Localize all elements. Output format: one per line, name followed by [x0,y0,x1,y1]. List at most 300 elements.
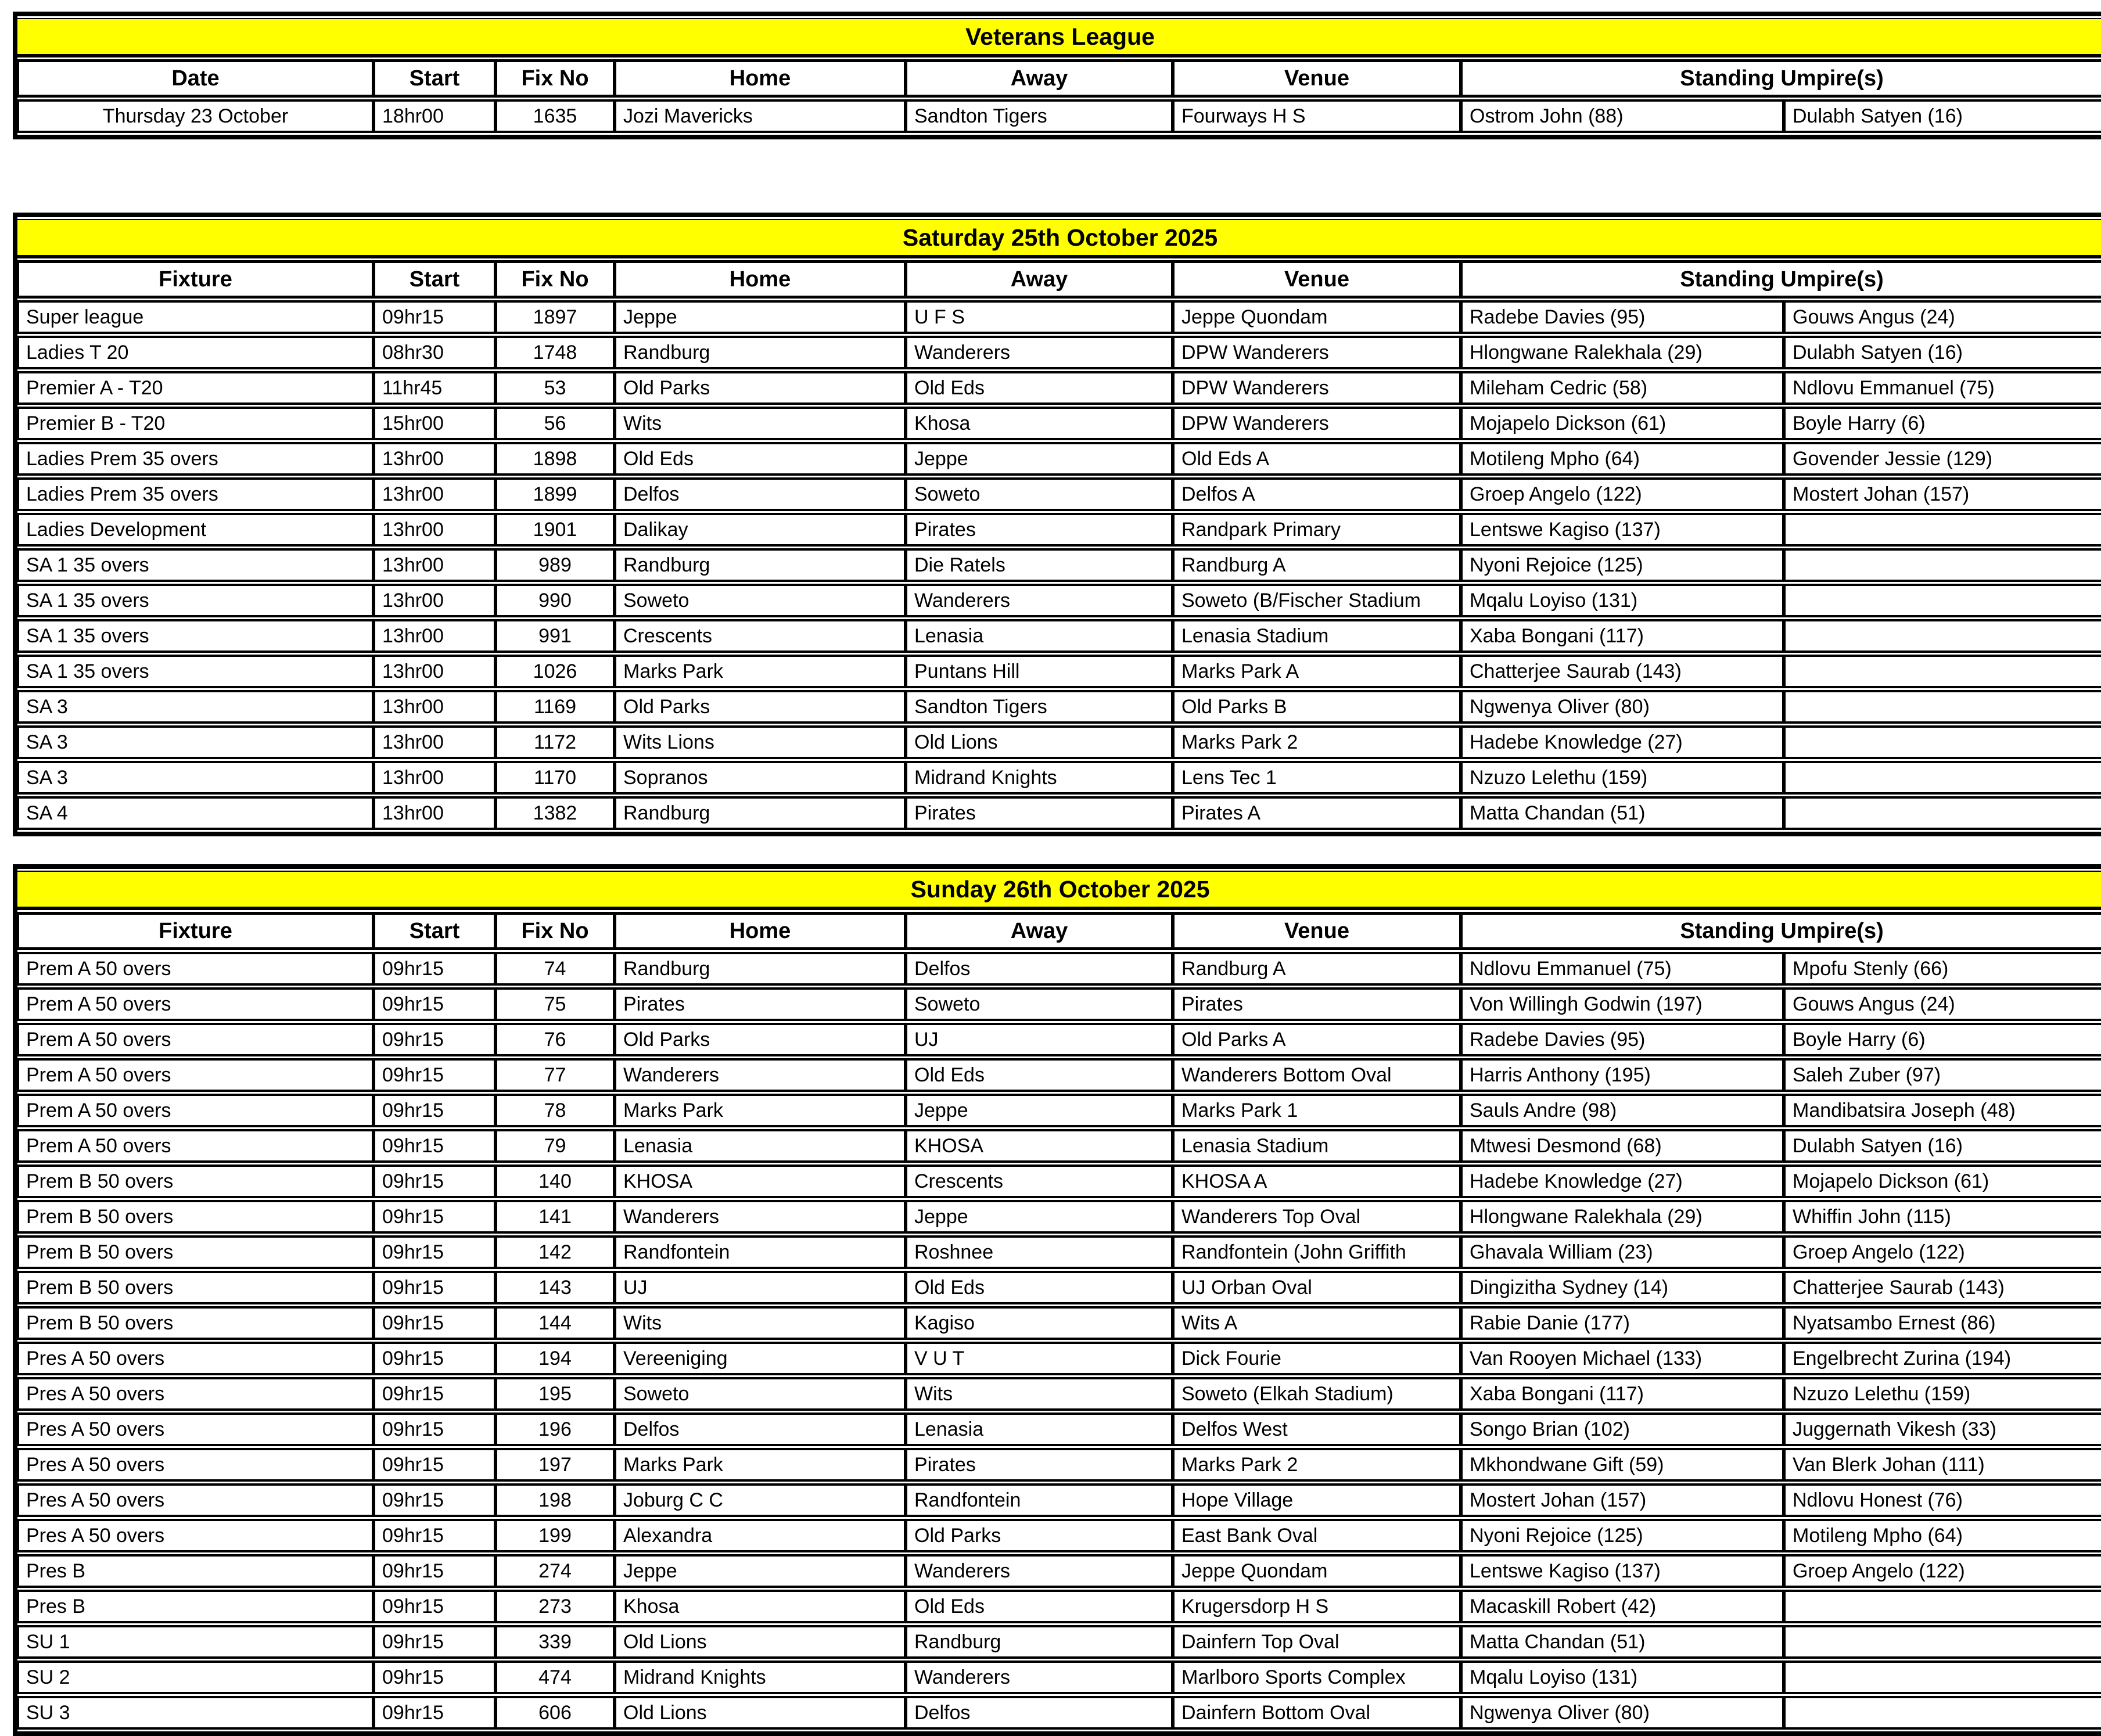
column-header-fix-no: Fix No [495,912,615,950]
umpire1-cell: Songo Brian (102) [1461,1412,1784,1446]
away-cell: Lenasia [906,1412,1173,1446]
umpire2-cell: Boyle Harry (6) [1784,1023,2101,1056]
umpire2-cell: Nzuzo Lelethu (159) [1784,1377,2101,1411]
start-cell: 09hr15 [373,1164,495,1198]
fixture-row [17,300,2101,334]
home-cell: Marks Park [615,1448,906,1482]
umpire2-cell: Engelbrecht Zurina (194) [1784,1342,2101,1375]
umpire2-cell: Van Blerk Johan (111) [1784,1448,2101,1482]
away-cell: Pirates [906,513,1173,547]
home-cell: Old Parks [615,690,906,724]
umpire1-cell: Van Rooyen Michael (133) [1461,1342,1784,1375]
umpire2-cell: Govender Jessie (129) [1784,442,2101,476]
fixture-row [17,1271,2101,1304]
venue-cell: Hope Village [1173,1483,1461,1517]
start-cell: 09hr15 [373,1377,495,1411]
fixno-cell: 1901 [495,513,615,547]
umpire2-cell: Gouws Angus (24) [1784,300,2101,334]
start-cell: 09hr15 [373,1200,495,1234]
header-row [17,912,2101,950]
fixno-cell: 197 [495,1448,615,1482]
fixture-row [17,619,2101,653]
home-cell: Jeppe [615,300,906,334]
fixture-row [17,725,2101,759]
away-cell: Lenasia [906,619,1173,653]
away-cell: Puntans Hill [906,655,1173,688]
fixture-cell: Prem B 50 overs [17,1306,373,1340]
venue-cell: Old Parks A [1173,1023,1461,1056]
venue-cell: Old Parks B [1173,690,1461,724]
fixno-cell: 53 [495,371,615,405]
start-cell: 09hr15 [373,1271,495,1304]
fixture-row [17,1660,2101,1694]
fixture-cell: SA 3 [17,690,373,724]
venue-cell: Marks Park 2 [1173,1448,1461,1482]
fixno-cell: 198 [495,1483,615,1517]
umpire1-cell: Matta Chandan (51) [1461,796,1784,830]
fixture-row [17,1519,2101,1552]
start-cell: 11hr45 [373,371,495,405]
fixture-cell: SA 4 [17,796,373,830]
column-header-fix-no: Fix No [495,260,615,299]
umpire2-cell [1784,796,2101,830]
home-cell: Wits Lions [615,725,906,759]
column-header-home: Home [615,912,906,950]
fixture-cell: SA 1 35 overs [17,548,373,582]
fixture-cell: Ladies Prem 35 overs [17,477,373,511]
fixture-cell: SA 3 [17,761,373,795]
fixture-cell: Super league [17,300,373,334]
title-row [17,219,2101,258]
away-cell: Crescents [906,1164,1173,1198]
fixno-cell: 199 [495,1519,615,1552]
away-cell: Kagiso [906,1306,1173,1340]
umpire1-cell: Ngwenya Oliver (80) [1461,1696,1784,1730]
umpire2-cell: Mandibatsira Joseph (48) [1784,1094,2101,1127]
venue-cell: DPW Wanderers [1173,336,1461,369]
start-cell: 09hr15 [373,1129,495,1163]
column-header-venue: Venue [1173,912,1461,950]
column-header-away: Away [906,260,1173,299]
start-cell: 13hr00 [373,655,495,688]
venue-cell: Randpark Primary [1173,513,1461,547]
venue-cell: DPW Wanderers [1173,407,1461,440]
fixture-row [17,1377,2101,1411]
venue-cell: Pirates A [1173,796,1461,830]
fixno-cell: 196 [495,1412,615,1446]
umpire2-cell: Ndlovu Honest (76) [1784,1483,2101,1517]
venue-cell: Marks Park A [1173,655,1461,688]
umpire2-cell: Whiffin John (115) [1784,1200,2101,1234]
umpire2-cell: Mpofu Stenly (66) [1784,952,2101,986]
fixno-cell: 79 [495,1129,615,1163]
umpire1-cell: Mojapelo Dickson (61) [1461,407,1784,440]
fixno-cell: 76 [495,1023,615,1056]
umpire2-cell: Saleh Zuber (97) [1784,1058,2101,1092]
away-cell: Roshnee [906,1235,1173,1269]
fixture-row [17,442,2101,476]
column-header-standing-umpire-s: Standing Umpire(s) [1461,59,2101,98]
venue-cell: Lenasia Stadium [1173,1129,1461,1163]
column-header-venue: Venue [1173,260,1461,299]
venue-cell: Wanderers Bottom Oval [1173,1058,1461,1092]
venue-cell: Wanderers Top Oval [1173,1200,1461,1234]
fixture-cell: Prem B 50 overs [17,1200,373,1234]
fixno-cell: 1026 [495,655,615,688]
sunday-fixtures-table [13,864,2101,1736]
venue-cell: Lenasia Stadium [1173,619,1461,653]
fixture-row [17,1483,2101,1517]
start-cell: 09hr15 [373,1342,495,1375]
umpire1-cell: Chatterjee Saurab (143) [1461,655,1784,688]
umpire1-cell: Ghavala William (23) [1461,1235,1784,1269]
fixno-cell: 1170 [495,761,615,795]
umpire2-cell: Mojapelo Dickson (61) [1784,1164,2101,1198]
home-cell: Marks Park [615,1094,906,1127]
fixture-cell: Prem A 50 overs [17,1058,373,1092]
start-cell: 15hr00 [373,407,495,440]
fixno-cell: 1169 [495,690,615,724]
fixture-row [17,1023,2101,1056]
fixture-row [17,1554,2101,1588]
venue-cell: UJ Orban Oval [1173,1271,1461,1304]
away-cell: Delfos [906,1696,1173,1730]
umpire2-cell: Groep Angelo (122) [1784,1554,2101,1588]
home-cell: Old Parks [615,1023,906,1056]
umpire1-cell: Hlongwane Ralekhala (29) [1461,336,1784,369]
fixno-cell: 990 [495,584,615,617]
home-cell: Wits [615,407,906,440]
umpire1-cell: Von Willingh Godwin (197) [1461,987,1784,1021]
fixno-cell: 1748 [495,336,615,369]
column-header-start: Start [373,912,495,950]
column-header-away: Away [906,59,1173,98]
home-cell: Alexandra [615,1519,906,1552]
fixture-row [17,761,2101,795]
fixno-cell: 1899 [495,477,615,511]
fixture-row [17,1412,2101,1446]
home-cell: Randburg [615,336,906,369]
umpire2-cell: Ndlovu Emmanuel (75) [1784,371,2101,405]
fixno-cell: 1897 [495,300,615,334]
fixno-cell: 142 [495,1235,615,1269]
home-cell: UJ [615,1271,906,1304]
away-cell: Pirates [906,1448,1173,1482]
start-cell: 09hr15 [373,1519,495,1552]
fixno-cell: 273 [495,1590,615,1623]
away-cell: Randfontein [906,1483,1173,1517]
fixture-row [17,1235,2101,1269]
fixno-cell: 140 [495,1164,615,1198]
venue-cell: Delfos A [1173,477,1461,511]
away-cell: Jeppe [906,442,1173,476]
home-cell: Wanderers [615,1058,906,1092]
away-cell: Randburg [906,1625,1173,1659]
column-header-venue: Venue [1173,59,1461,98]
fixture-row [17,796,2101,830]
umpire2-cell [1784,761,2101,795]
umpire1-cell: Ndlovu Emmanuel (75) [1461,952,1784,986]
away-cell: Wanderers [906,1660,1173,1694]
venue-cell: Fourways H S [1173,99,1461,133]
fixno-cell: 75 [495,987,615,1021]
fixno-cell: 1172 [495,725,615,759]
fixture-cell: Prem B 50 overs [17,1164,373,1198]
umpire1-cell: Dingizitha Sydney (14) [1461,1271,1784,1304]
start-cell: 13hr00 [373,690,495,724]
fixture-cell: SA 1 35 overs [17,655,373,688]
start-cell: 09hr15 [373,1483,495,1517]
umpire1-cell: Lentswe Kagiso (137) [1461,513,1784,547]
sunday-fixtures-rows [17,952,2101,1730]
start-cell: 13hr00 [373,477,495,511]
start-cell: 09hr15 [373,1058,495,1092]
away-cell: Old Eds [906,371,1173,405]
start-cell: 09hr15 [373,1554,495,1588]
column-header-start: Start [373,59,495,98]
home-cell: Joburg C C [615,1483,906,1517]
umpire1-cell: Nzuzo Lelethu (159) [1461,761,1784,795]
fixture-row [17,690,2101,724]
venue-cell: Soweto (B/Fischer Stadium [1173,584,1461,617]
venue-cell: Pirates [1173,987,1461,1021]
venue-cell: Dick Fourie [1173,1342,1461,1375]
fixno-cell: 606 [495,1696,615,1730]
home-cell: Sopranos [615,761,906,795]
fixno-cell: 74 [495,952,615,986]
fixno-cell: 143 [495,1271,615,1304]
start-cell: 09hr15 [373,1306,495,1340]
start-cell: 09hr15 [373,1625,495,1659]
fixture-cell: SU 1 [17,1625,373,1659]
umpire1-cell: Ostrom John (88) [1461,99,1784,133]
umpire1-cell: Mostert Johan (157) [1461,1483,1784,1517]
away-cell: Sandton Tigers [906,690,1173,724]
fixture-row [17,1200,2101,1234]
fixture-cell: Prem A 50 overs [17,1094,373,1127]
away-cell: Soweto [906,987,1173,1021]
umpire2-cell: Juggernath Vikesh (33) [1784,1412,2101,1446]
umpire2-cell: Dulabh Satyen (16) [1784,1129,2101,1163]
fixture-cell: Pres A 50 overs [17,1483,373,1517]
start-cell: 13hr00 [373,584,495,617]
column-header-start: Start [373,260,495,299]
away-cell: Soweto [906,477,1173,511]
umpire2-cell [1784,655,2101,688]
veterans-league-table [13,12,2101,139]
start-cell: 13hr00 [373,548,495,582]
home-cell: Delfos [615,477,906,511]
fixno-cell: 989 [495,548,615,582]
start-cell: 13hr00 [373,619,495,653]
fixture-cell: Prem A 50 overs [17,987,373,1021]
away-cell: Old Eds [906,1590,1173,1623]
away-cell: Wanderers [906,1554,1173,1588]
fixno-cell: 141 [495,1200,615,1234]
veterans-league-rows [17,99,2101,133]
column-header-fixture: Fixture [17,912,373,950]
away-cell: Pirates [906,796,1173,830]
venue-cell: Old Eds A [1173,442,1461,476]
fixno-cell: 78 [495,1094,615,1127]
away-cell: Old Eds [906,1058,1173,1092]
home-cell: Wanderers [615,1200,906,1234]
home-cell: Randfontein [615,1235,906,1269]
away-cell: Die Ratels [906,548,1173,582]
column-header-fixture: Fixture [17,260,373,299]
venue-cell: Dainfern Bottom Oval [1173,1696,1461,1730]
umpire1-cell: Macaskill Robert (42) [1461,1590,1784,1623]
fixture-row [17,1164,2101,1198]
fixture-cell: Pres B [17,1554,373,1588]
umpire2-cell: Groep Angelo (122) [1784,1235,2101,1269]
fixture-row [17,407,2101,440]
home-cell: Jozi Mavericks [615,99,906,133]
fixture-cell: Prem A 50 overs [17,952,373,986]
umpire1-cell: Xaba Bongani (117) [1461,619,1784,653]
fixture-row [17,1590,2101,1623]
away-cell: UJ [906,1023,1173,1056]
home-cell: Pirates [615,987,906,1021]
away-cell: Midrand Knights [906,761,1173,795]
umpire1-cell: Hadebe Knowledge (27) [1461,725,1784,759]
start-cell: 09hr15 [373,1412,495,1446]
venue-cell: Soweto (Elkah Stadium) [1173,1377,1461,1411]
date-cell: Thursday 23 October [17,99,373,133]
fixture-cell: Pres A 50 overs [17,1519,373,1552]
umpire1-cell: Sauls Andre (98) [1461,1094,1784,1127]
fixture-row [17,584,2101,617]
start-cell: 13hr00 [373,761,495,795]
column-header-standing-umpire-s: Standing Umpire(s) [1461,260,2101,299]
home-cell: Old Parks [615,371,906,405]
fixture-row [17,477,2101,511]
fixture-cell: SA 3 [17,725,373,759]
venue-cell: DPW Wanderers [1173,371,1461,405]
start-cell: 13hr00 [373,442,495,476]
header-row [17,260,2101,299]
fixture-row [17,99,2101,133]
saturday-fixtures-table [13,213,2101,836]
fixture-cell: Prem B 50 overs [17,1271,373,1304]
away-cell: Sandton Tigers [906,99,1173,133]
venue-cell: Lens Tec 1 [1173,761,1461,795]
start-cell: 09hr15 [373,952,495,986]
umpire1-cell: Mqalu Loyiso (131) [1461,1660,1784,1694]
umpire2-cell: Gouws Angus (24) [1784,987,2101,1021]
umpire2-cell: Motileng Mpho (64) [1784,1519,2101,1552]
umpire1-cell: Groep Angelo (122) [1461,477,1784,511]
fixno-cell: 339 [495,1625,615,1659]
fixture-cell: Prem A 50 overs [17,1023,373,1056]
start-cell: 13hr00 [373,725,495,759]
fixture-cell: Pres A 50 overs [17,1377,373,1411]
fixno-cell: 1382 [495,796,615,830]
umpire2-cell [1784,1660,2101,1694]
umpire1-cell: Ngwenya Oliver (80) [1461,690,1784,724]
venue-cell: Dainfern Top Oval [1173,1625,1461,1659]
umpire1-cell: Nyoni Rejoice (125) [1461,548,1784,582]
umpire2-cell [1784,513,2101,547]
away-cell: Old Parks [906,1519,1173,1552]
umpire1-cell: Mtwesi Desmond (68) [1461,1129,1784,1163]
fixno-cell: 1635 [495,99,615,133]
away-cell: Wanderers [906,336,1173,369]
start-cell: 09hr15 [373,300,495,334]
fixture-row [17,1342,2101,1375]
away-cell: Delfos [906,952,1173,986]
fixno-cell: 1898 [495,442,615,476]
umpire2-cell [1784,548,2101,582]
venue-cell: Delfos West [1173,1412,1461,1446]
umpire2-cell [1784,690,2101,724]
fixture-row [17,548,2101,582]
umpire2-cell: Nyatsambo Ernest (86) [1784,1306,2101,1340]
umpire2-cell: Dulabh Satyen (16) [1784,99,2101,133]
umpire2-cell [1784,1625,2101,1659]
start-cell: 09hr15 [373,1235,495,1269]
column-header-away: Away [906,912,1173,950]
home-cell: Old Lions [615,1696,906,1730]
table-title: Veterans League [17,18,2101,57]
fixture-row [17,371,2101,405]
home-cell: Midrand Knights [615,1660,906,1694]
venue-cell: Krugersdorp H S [1173,1590,1461,1623]
fixture-cell: Ladies Prem 35 overs [17,442,373,476]
fixno-cell: 474 [495,1660,615,1694]
fixture-row [17,987,2101,1021]
table-title: Sunday 26th October 2025 [17,871,2101,910]
umpire1-cell: Nyoni Rejoice (125) [1461,1519,1784,1552]
umpire1-cell: Mileham Cedric (58) [1461,371,1784,405]
home-cell: Soweto [615,1377,906,1411]
start-cell: 09hr15 [373,1094,495,1127]
umpire1-cell: Xaba Bongani (117) [1461,1377,1784,1411]
umpire1-cell: Mqalu Loyiso (131) [1461,584,1784,617]
venue-cell: Randburg A [1173,548,1461,582]
home-cell: Delfos [615,1412,906,1446]
home-cell: Lenasia [615,1129,906,1163]
away-cell: V U T [906,1342,1173,1375]
umpire1-cell: Rabie Danie (177) [1461,1306,1784,1340]
umpire1-cell: Harris Anthony (195) [1461,1058,1784,1092]
start-cell: 09hr15 [373,1590,495,1623]
home-cell: Khosa [615,1590,906,1623]
umpire2-cell [1784,619,2101,653]
umpire1-cell: Hlongwane Ralekhala (29) [1461,1200,1784,1234]
start-cell: 09hr15 [373,987,495,1021]
fixno-cell: 274 [495,1554,615,1588]
fixture-row [17,952,2101,986]
umpire1-cell: Motileng Mpho (64) [1461,442,1784,476]
venue-cell: Randburg A [1173,952,1461,986]
fixture-row [17,1625,2101,1659]
umpire2-cell: Dulabh Satyen (16) [1784,336,2101,369]
venue-cell: Wits A [1173,1306,1461,1340]
venue-cell: Randfontein (John Griffith [1173,1235,1461,1269]
home-cell: Dalikay [615,513,906,547]
home-cell: Marks Park [615,655,906,688]
start-cell: 13hr00 [373,513,495,547]
fixture-cell: Prem B 50 overs [17,1235,373,1269]
home-cell: Randburg [615,796,906,830]
venue-cell: Jeppe Quondam [1173,1554,1461,1588]
home-cell: Crescents [615,619,906,653]
fixture-cell: Pres A 50 overs [17,1342,373,1375]
fixture-row [17,513,2101,547]
away-cell: Wits [906,1377,1173,1411]
fixno-cell: 144 [495,1306,615,1340]
